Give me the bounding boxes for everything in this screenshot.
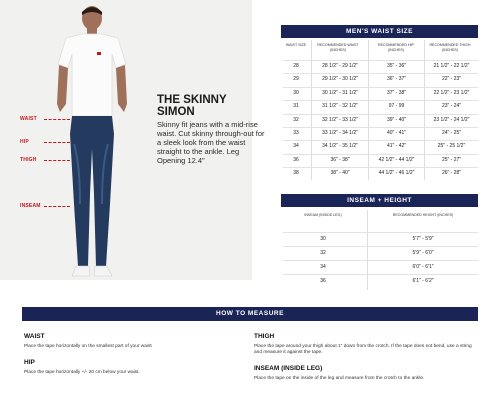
inseam-cell: 34 — [320, 264, 326, 270]
rec-waist-cell: 32 1/2" - 33 1/2" — [322, 116, 358, 123]
rec-height-cell: 5'7" - 5'9" — [412, 236, 434, 242]
rec-hip-cell: 35" - 36" — [386, 63, 407, 69]
rec-hip-cell: 44 1/2" - 46 1/2" — [378, 170, 415, 177]
waist-size-cell: 36 — [293, 156, 299, 163]
column-divider — [367, 210, 368, 290]
waist-size-cell: 28 — [293, 63, 299, 69]
rec-waist-cell: 36" - 38" — [330, 156, 350, 163]
rec-thigh-cell: 23" - 24" — [441, 103, 462, 110]
table-row-divider — [283, 274, 478, 275]
howto-thigh-title: THIGH — [254, 333, 275, 340]
rec-thigh-cell: 25" - 25 1/2" — [437, 143, 466, 150]
waist-size-cell: 38 — [293, 170, 299, 177]
rec-hip-cell: 37" - 38" — [386, 89, 407, 96]
howto-thigh-text: Place the tape around your thigh about 1" down from the crotch. If the tape does not bend, use a string and measure it against the tape. — [254, 344, 472, 355]
rec-height-cell: 5'9" - 6'0" — [412, 250, 434, 256]
howto-waist-text: Place the tape horizontally on the smallest part of your waist — [24, 344, 152, 349]
rec-thigh-cell: 25" - 27" — [441, 156, 462, 163]
table-row-divider — [283, 232, 478, 233]
howto-hip-text: Place the tape horizontally +/- 20 cm below your waist. — [24, 370, 140, 375]
col-head-rec-waist: RECOMMENDED WAIST (INCHES) — [317, 43, 359, 52]
inseam-cell: 36 — [320, 278, 326, 284]
rec-waist-cell: 30 1/2" - 31 1/2" — [322, 89, 358, 96]
rec-waist-cell: 31 1/2" - 32 1/2" — [322, 103, 358, 110]
waist-size-cell: 30 — [293, 89, 299, 96]
waist-marker-label: WAIST — [20, 116, 37, 122]
inseam-cell: 30 — [320, 236, 326, 242]
inseam-table-title: INSEAM + HEIGHT — [281, 194, 478, 207]
fit-title: THE SKINNY SIMON — [157, 94, 227, 118]
rec-thigh-cell: 23 1/2" - 24 1/2" — [433, 116, 470, 123]
rec-height-cell: 6'0" - 6'1" — [412, 264, 434, 270]
waist-size-cell: 34 — [293, 143, 299, 150]
waist-size-cell: 29 — [293, 76, 299, 83]
col-head-rec-height: RECOMMENDED HEIGHT (INCHES) — [392, 213, 454, 217]
howto-waist-title: WAIST — [24, 333, 45, 340]
table-row-divider — [283, 260, 478, 261]
table-row-divider — [283, 154, 478, 155]
how-to-measure-header: HOW TO MEASURE — [22, 307, 478, 321]
rec-thigh-cell: 22" - 23" — [441, 76, 462, 83]
howto-hip-title: HIP — [24, 359, 35, 366]
rec-thigh-cell: 26" - 28" — [441, 170, 462, 177]
waist-size-cell: 31 — [293, 103, 299, 110]
table-row-divider — [283, 87, 478, 88]
howto-inseam-title: INSEAM (INSIDE LEG) — [254, 365, 323, 372]
rec-hip-cell: 39" - 40" — [386, 116, 407, 123]
thigh-marker-line — [44, 160, 70, 161]
rec-height-cell: 6'1" - 6'2" — [412, 278, 434, 284]
rec-waist-cell: 33 1/2" - 34 1/2" — [322, 130, 358, 136]
rec-hip-cell: 41" - 42" — [386, 143, 407, 150]
inseam-marker-label: INSEAM — [20, 203, 41, 209]
rec-hip-cell: 42 1/2" - 44 1/2" — [378, 156, 415, 163]
rec-waist-cell: 34 1/2" - 35 1/2" — [322, 143, 358, 150]
table-row-divider — [283, 100, 478, 101]
table-row-divider — [283, 114, 478, 115]
col-head-rec-hip: RECOMMENDED HIP (INCHES) — [378, 43, 414, 52]
rec-thigh-cell: 24" - 25" — [441, 130, 462, 136]
waist-size-cell: 33 — [293, 130, 299, 136]
col-head-inseam: INSEAM (INSIDE LEG) — [304, 213, 342, 217]
rec-thigh-cell: 22 1/2" - 23 1/2" — [433, 89, 470, 96]
howto-inseam-text: Place the tape on the inside of the leg and measure from the crotch to the ankle. — [254, 376, 425, 381]
rec-waist-cell: 38" - 40" — [330, 170, 350, 177]
col-head-rec-thigh: RECOMMENDED THIGH (INCHES) — [429, 43, 471, 52]
inseam-marker-line — [44, 206, 70, 207]
table-row-divider — [283, 140, 478, 141]
waist-size-cell: 32 — [293, 116, 299, 123]
waist-table-title: MEN'S WAIST SIZE — [281, 25, 478, 38]
table-row-divider — [283, 246, 478, 247]
inseam-cell: 32 — [320, 250, 326, 256]
col-head-waist-size: WAIST SIZE — [285, 43, 307, 47]
rec-thigh-cell: 21 1/2" - 22 1/2" — [433, 63, 470, 69]
table-row-divider — [283, 60, 478, 61]
thigh-marker-label: THIGH — [20, 157, 37, 163]
waist-marker-line — [44, 119, 70, 120]
rec-hip-cell: 36" - 37" — [386, 76, 407, 83]
table-row-divider — [283, 73, 478, 74]
rec-waist-cell: 29 1/2" - 30 1/2" — [322, 76, 358, 83]
rec-hip-cell: 40" - 41" — [386, 130, 407, 136]
rec-waist-cell: 28 1/2" - 29 1/2" — [322, 63, 358, 69]
rec-hip-cell: 97 - 99 — [388, 103, 405, 110]
table-row-divider — [283, 127, 478, 128]
hip-marker-line — [44, 142, 70, 143]
fit-description: Skinny fit jeans with a mid-rise waist. Cut skinny through-out for a sleek look from the waist straight to the ankle. Leg Opening 12.4" — [157, 120, 265, 165]
table-row-divider — [283, 167, 478, 168]
hip-marker-label: HIP — [20, 139, 29, 145]
